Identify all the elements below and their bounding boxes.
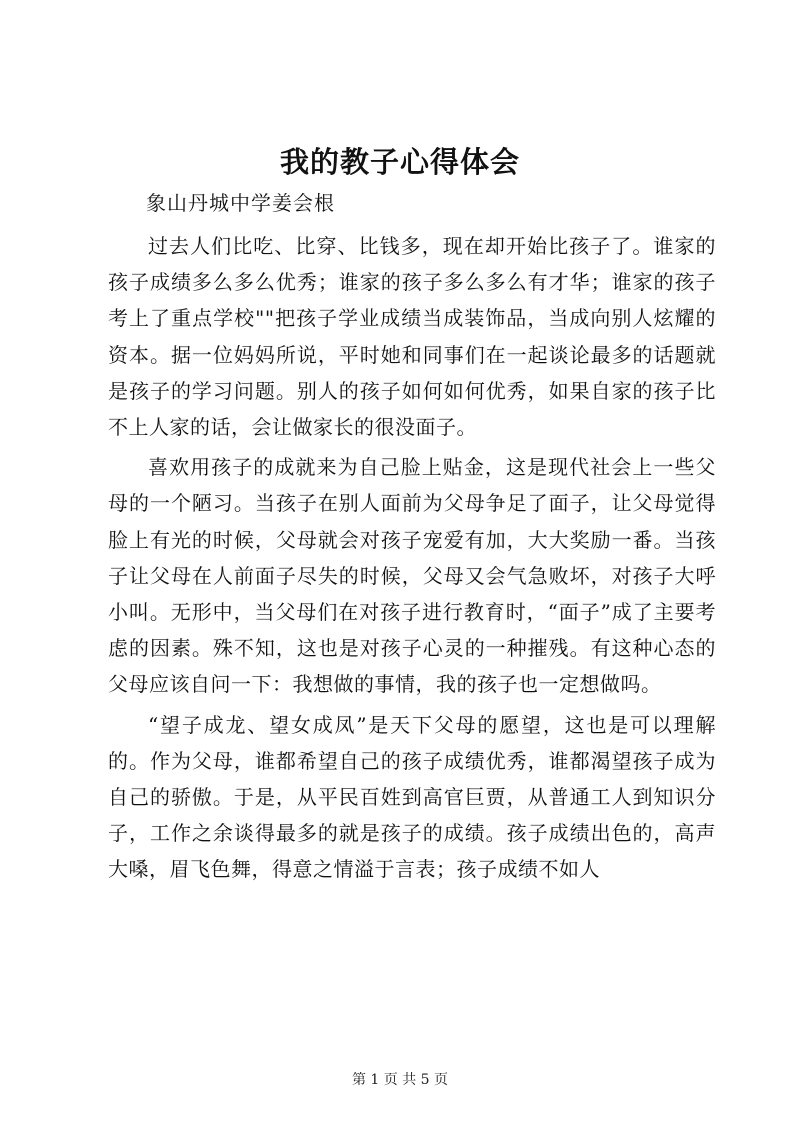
paragraph-3: “望子成龙、望女成凤”是天下父母的愿望，这也是可以理解的。作为父母，谁都希望自己的孩子成绩优秀，谁都渴望孩子成为自己的骄傲。于是，从平民百姓到高官巨贾，从普通工人到知识分子，工作之余谈得最多的就是孩子的成绩。孩子成绩出色的，高声大嗓，眉飞色舞，得意之情溢于言表；孩子成绩不如人 — [108, 712, 716, 882]
paragraph-2: 喜欢用孩子的成就来为自己脸上贴金，这是现代社会上一些父母的一个陋习。当孩子在别人面前为父母争足了面子，让父母觉得脸上有光的时候，父母就会对孩子宠爱有加，大大奖励一番。当孩子让父母在人前面子尽失的时候，父母又会气急败坏，对孩子大呼小叫。无形中，当父母们在对孩子进行教育时，“面子”成了主要考虑的因素。殊不知，这也是对孩子心灵的一种摧残。有这种心态的父母应该自问一下：我想做的事情，我的孩子也一定想做吗。 — [108, 455, 716, 697]
author-line: 象山丹城中学姜会根 — [146, 191, 335, 215]
document-body — [108, 228, 716, 888]
document-title: 我的教子心得体会 — [279, 145, 520, 179]
paragraph-1: 过去人们比吃、比穿、比钱多，现在却开始比孩子了。谁家的孩子成绩多么多么优秀；谁家的孩子多么多么有才华；谁家的孩子考上了重点学校""把孩子学业成绩当成装饰品，当成向别人炫耀的资本。据一位妈妈所说，平时她和同事们在一起谈论最多的话题就是孩子的学习问题。别人的孩子如何如何优秀，如果自家的孩子比不上人家的话，会让做家长的很没面子。 — [108, 234, 716, 440]
page-number-footer: 第 1 页 共 5 页 — [351, 1072, 449, 1088]
